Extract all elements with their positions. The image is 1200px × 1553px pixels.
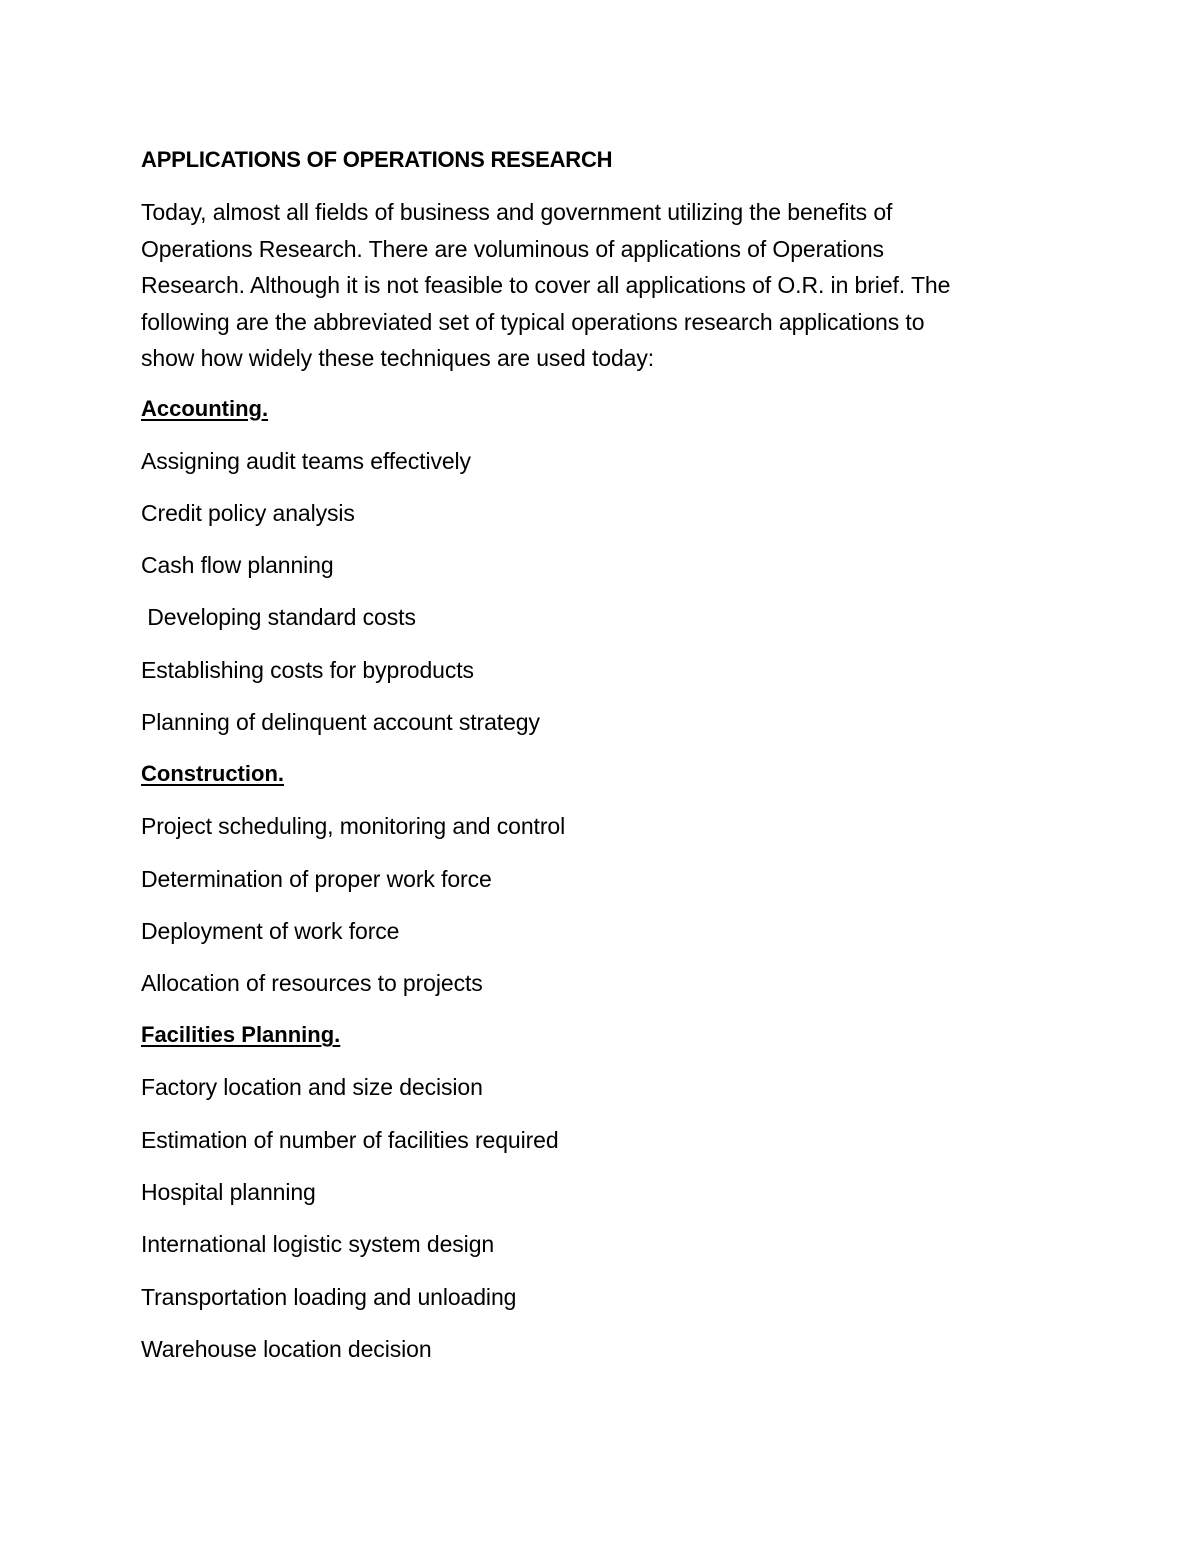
section-facilities-planning bbox=[141, 1018, 1051, 1365]
intro-line: Operations Research. There are voluminous of applications of Operations bbox=[141, 235, 884, 262]
list-item: Warehouse location decision bbox=[141, 1335, 432, 1362]
list-item: Determination of proper work force bbox=[141, 865, 492, 892]
section-heading: Construction. bbox=[141, 761, 284, 787]
list-item: Planning of delinquent account strategy bbox=[141, 708, 540, 735]
section-heading: Facilities Planning. bbox=[141, 1022, 341, 1048]
intro-paragraph bbox=[141, 194, 1051, 377]
list-item: Project scheduling, monitoring and control bbox=[141, 813, 566, 840]
list-item: Credit policy analysis bbox=[141, 499, 355, 526]
section-construction bbox=[141, 757, 1051, 1000]
document-title: APPLICATIONS OF OPERATIONS RESEARCH bbox=[141, 147, 613, 172]
list-item: Hospital planning bbox=[141, 1179, 316, 1206]
list-item: Factory location and size decision bbox=[141, 1074, 483, 1101]
document-content bbox=[141, 143, 1051, 1384]
intro-line: Research. Although it is not feasible to cover all applications of O.R. in brief. The bbox=[141, 272, 951, 298]
intro-line: Today, almost all fields of business and government utilizing the benefits of bbox=[141, 199, 893, 225]
list-item: Deployment of work force bbox=[141, 917, 400, 944]
section-heading: Accounting. bbox=[141, 395, 269, 421]
list-item: Transportation loading and unloading bbox=[141, 1283, 517, 1310]
list-item: International logistic system design bbox=[141, 1231, 495, 1258]
list-item: Establishing costs for byproducts bbox=[141, 656, 474, 683]
section-accounting bbox=[141, 392, 1051, 739]
list-item: Developing standard costs bbox=[141, 604, 416, 631]
intro-line: following are the abbreviated set of typical operations research applications to bbox=[141, 308, 925, 335]
intro-line: show how widely these techniques are used today: bbox=[141, 345, 655, 371]
list-item: Assigning audit teams effectively bbox=[141, 447, 471, 474]
list-item: Allocation of resources to projects bbox=[141, 970, 483, 997]
list-item: Cash flow planning bbox=[141, 552, 334, 579]
list-item: Estimation of number of facilities required bbox=[141, 1126, 559, 1153]
